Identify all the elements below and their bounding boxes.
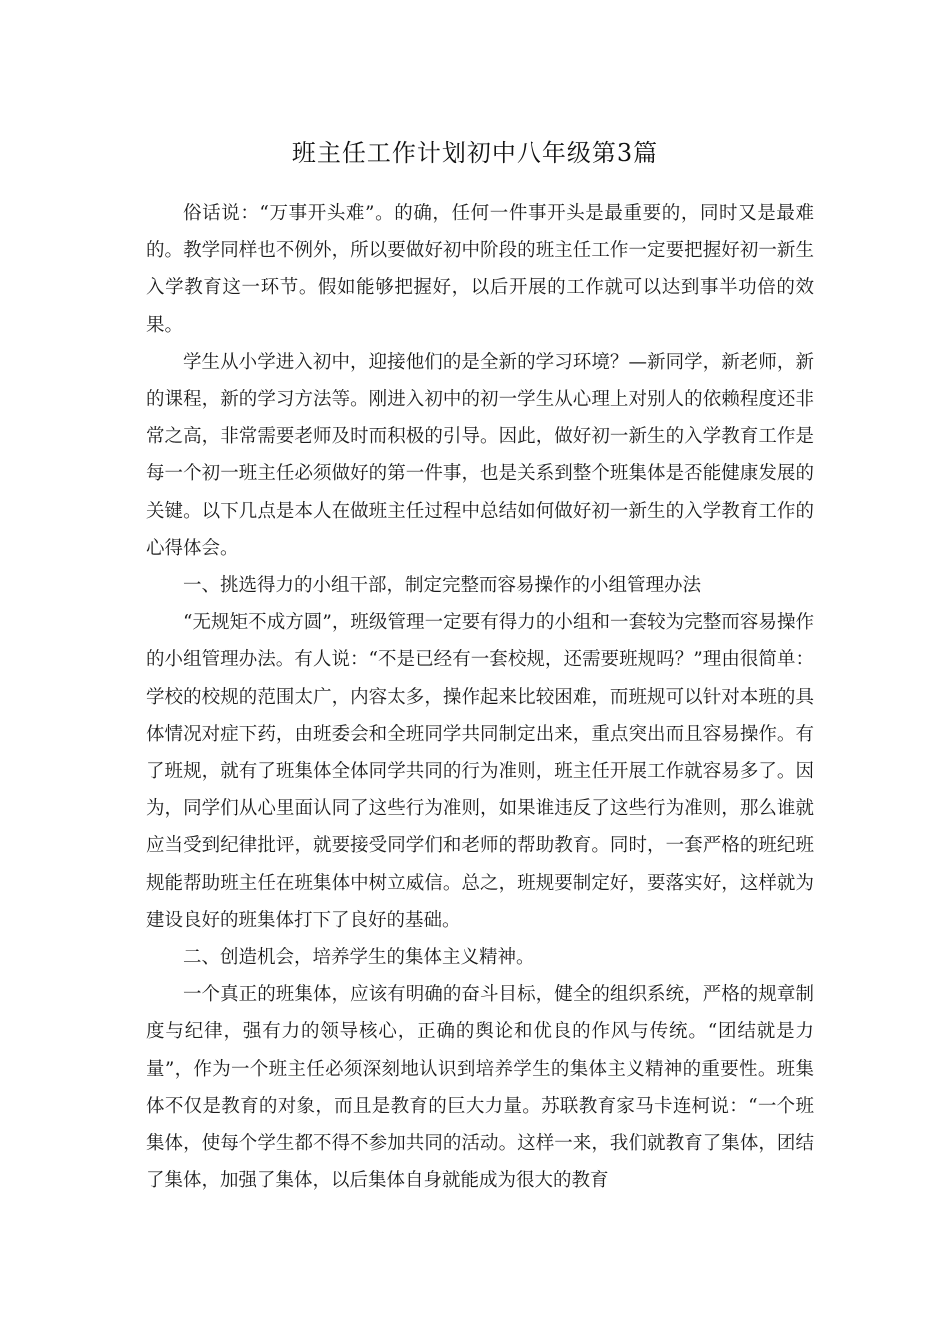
paragraph-3: “无规矩不成方圆”，班级管理一定要有得力的小组和一套较为完整而容易操作的小组管理办法。有人说：“不是已经有一套校规，还需要班规吗？”理由很简单：学校的校规的范围太广，内容太多，操作起来比较困难，而班规可以针对本班的具体情况对症下药，由班委会和全班同学共同制定出来，重点突出而且容易操作。有了班规，就有了班集体全体同学共同的行为准则，班主任开展工作就容易多了。因为，同学们从心里面认同了这些行为准则，如果谁违反了这些行为准则，那么谁就应当受到纪律批评，就要接受同学们和老师的帮助教育。同时，一套严格的班纪班规能帮助班主任在班集体中树立威信。总之，班规要制定好，要落实好，这样就为建设良好的班集体打下了良好的基础。 — [146, 612, 814, 931]
paragraph-2: 学生从小学进入初中，迎接他们的是全新的学习环境？—新同学，新老师，新的课程，新的学习方法等。刚进入初中的初一学生从心理上对别人的依赖程度还非常之高，非常需要老师及时而积极的引导。因此，做好初一新生的入学教育工作是每一个初一班主任必须做好的第一件事，也是关系到整个班集体是否能健康发展的关键。以下几点是本人在做班主任过程中总结如何做好初一新生的入学教育工作的心得体会。 — [146, 351, 814, 559]
document-title: 班主任工作计划初中八年级第3篇 — [291, 139, 659, 167]
paragraph-4: 一个真正的班集体，应该有明确的奋斗目标，健全的组织系统，严格的规章制度与纪律，强有力的领导核心，正确的舆论和优良的作风与传统。“团结就是力量”，作为一个班主任必须深刻地认识到培养学生的集体主义精神的重要性。班集体不仅是教育的对象，而且是教育的巨大力量。苏联教育家马卡连柯说：“一个班集体，使每个学生都不得不参加共同的活动。这样一来，我们就教育了集体，团结了集体，加强了集体，以后集体自身就能成为很大的教育 — [146, 984, 814, 1192]
paragraph-1: 俗话说：“万事开头难”。的确，任何一件事开头是最重要的，同时又是最难的。教学同样也不例外，所以要做好初中阶段的班主任工作一定要把握好初一新生入学教育这一环节。假如能够把握好，以后开展的工作就可以达到事半功倍的效果。 — [146, 203, 814, 336]
section-heading-2: 二、创造机会，培养学生的集体主义精神。 — [183, 947, 535, 969]
section-heading-1: 一、挑选得力的小组干部，制定完整而容易操作的小组管理办法 — [183, 575, 702, 597]
document-body — [146, 195, 814, 1199]
